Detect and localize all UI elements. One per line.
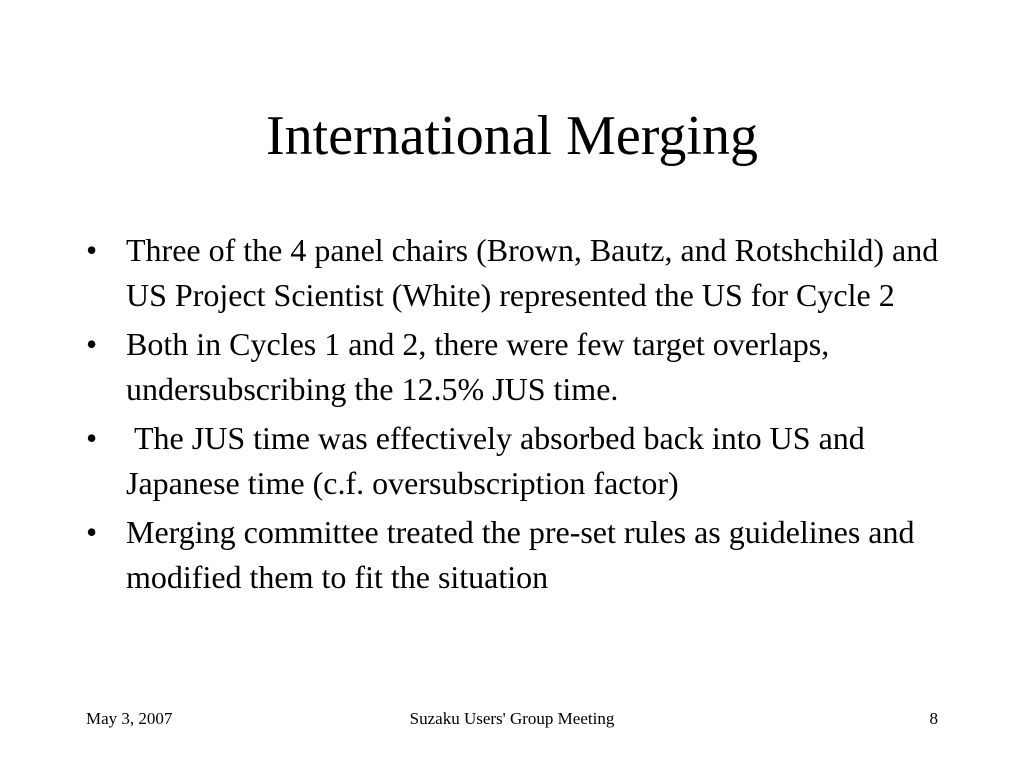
bullet-list	[86, 228, 946, 604]
bullet-icon: •	[86, 326, 98, 362]
bullet-icon: •	[86, 420, 98, 456]
footer-event-title: Suzaku Users' Group Meeting	[409, 709, 615, 728]
bullet-item	[86, 416, 946, 506]
footer-date: May 3, 2007	[86, 709, 173, 728]
bullet-item	[86, 322, 946, 412]
bullet-text: The JUS time was effectively absorbed back into US and Japanese time (c.f. oversubscription factor)	[126, 420, 873, 501]
bullet-text: Both in Cycles 1 and 2, there were few target overlaps, undersubscribing the 12.5% JUS time.	[126, 326, 838, 407]
bullet-icon: •	[86, 514, 98, 550]
footer-page-number: 8	[929, 709, 938, 728]
bullet-item	[86, 228, 946, 318]
bullet-icon: •	[86, 232, 98, 268]
bullet-text: Three of the 4 panel chairs (Brown, Bautz, and Rotshchild) and US Project Scientist (White) represented the US for Cycle 2	[126, 232, 947, 313]
bullet-item	[86, 510, 946, 600]
bullet-text: Merging committee treated the pre-set rules as guidelines and modified them to fit the situation	[126, 514, 923, 595]
slide-title: International Merging	[266, 105, 758, 167]
